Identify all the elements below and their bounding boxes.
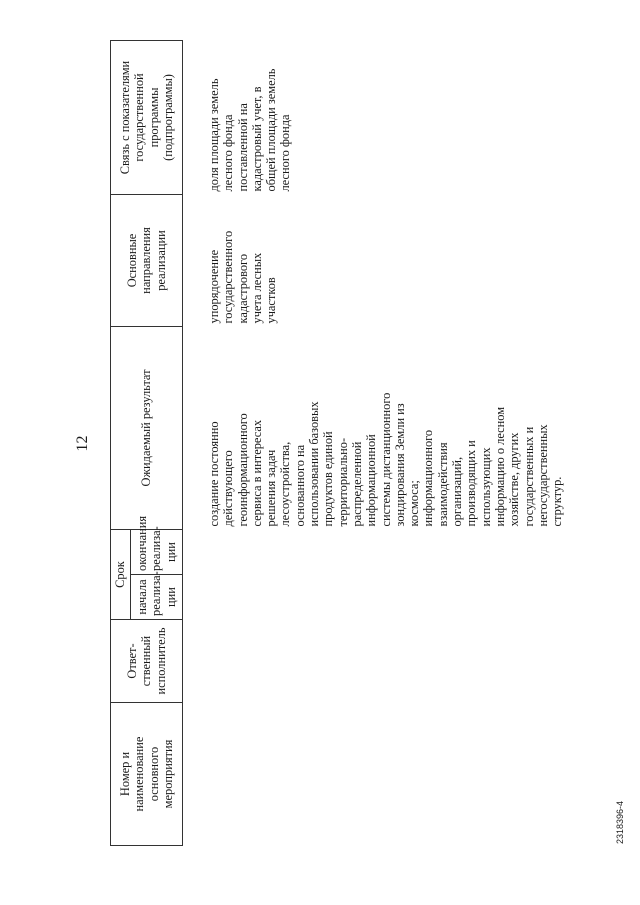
text-line: окончания (135, 515, 150, 571)
text-line: взаимодействия (435, 442, 450, 527)
text-line: хозяйстве, других (507, 432, 522, 527)
text-line: использовании базовых (307, 401, 322, 527)
text-line: кадастровый учет, в (249, 86, 264, 192)
text-line: негосударственных (535, 424, 550, 527)
text-line: начала (135, 579, 150, 615)
text-line: ственный (139, 635, 154, 687)
text-line: структур. (550, 476, 565, 527)
text-line: ции (163, 587, 178, 607)
text-line: направления (139, 227, 154, 294)
text-line: лесоустройства, (278, 441, 293, 527)
text-line: поставленной на (235, 103, 250, 192)
text-line: государственного (221, 230, 236, 324)
text-line: общей площади земель (264, 68, 279, 192)
text-line: производящих и (464, 440, 479, 527)
col-end (131, 515, 183, 575)
text-line: информационной (364, 434, 379, 527)
text-line: реализации (153, 230, 168, 291)
cell-directions (183, 195, 566, 327)
text-line: действующего (221, 450, 236, 527)
text-line: системы дистанционного (378, 392, 393, 527)
cell-end (183, 530, 566, 575)
text-line: реализа- (149, 526, 164, 571)
text-line: реализа- (149, 571, 164, 616)
col-result: Ожидаемый результат (111, 327, 183, 530)
text-line: информацию о лесном (492, 406, 507, 527)
text-line: (подпрограммы) (160, 74, 175, 161)
text-line: упорядочение (207, 249, 221, 324)
text-line: государственных и (521, 426, 536, 527)
text-line: Основные (125, 233, 140, 288)
page-number: 12 (74, 435, 91, 452)
text-line: лесного фонда (221, 114, 236, 192)
text-line: учета лесных (249, 252, 264, 324)
text-line: информационного (421, 429, 436, 527)
text-line: продуктов единой (321, 431, 336, 527)
text-line: участков (264, 277, 279, 324)
text-line: создание постоянно (207, 421, 221, 527)
cell-measure (183, 703, 566, 846)
text-line: мероприятия (160, 739, 175, 809)
text-line: использующих (478, 447, 493, 527)
measures-table (110, 40, 565, 846)
text-line: Ответ- (125, 643, 140, 679)
col-measure (111, 703, 183, 846)
text-line: космоса; (407, 480, 422, 527)
text-line: территориально- (335, 437, 350, 527)
col-term: Срок (111, 530, 131, 620)
text-line: Связь с показателями (117, 60, 132, 175)
text-line: организаций, (450, 456, 465, 527)
text-line: геоинформационного (235, 413, 250, 527)
text-line: программы (146, 87, 161, 148)
text-line: Номер и (117, 751, 132, 797)
text-line: кадастрового (235, 253, 250, 324)
text-line: сервиса в интересах (249, 419, 264, 527)
text-line: основного (146, 746, 161, 802)
col-executor (111, 620, 183, 703)
rotated-page (65, 41, 640, 846)
table-row (183, 41, 566, 846)
cell-start (183, 575, 566, 620)
text-line: лесного фонда (278, 114, 293, 192)
col-directions (111, 195, 183, 327)
text-line: решения задач (264, 449, 279, 527)
col-link (111, 41, 183, 195)
text-line: доля площади земель (207, 78, 221, 192)
cell-result (183, 327, 566, 530)
text-line: государственной (132, 73, 147, 162)
col-start (131, 571, 183, 620)
text-line: ции (163, 542, 178, 562)
text-line: наименование (132, 736, 147, 812)
cell-executor (183, 620, 566, 703)
text-line: основанного на (292, 444, 307, 527)
cell-link (183, 41, 566, 195)
text-line: распределенной (349, 441, 364, 527)
text-line: исполнитель (153, 627, 168, 695)
text-line: зондирования Земли из (392, 403, 407, 527)
document-code: 2318396-4 (615, 800, 625, 844)
